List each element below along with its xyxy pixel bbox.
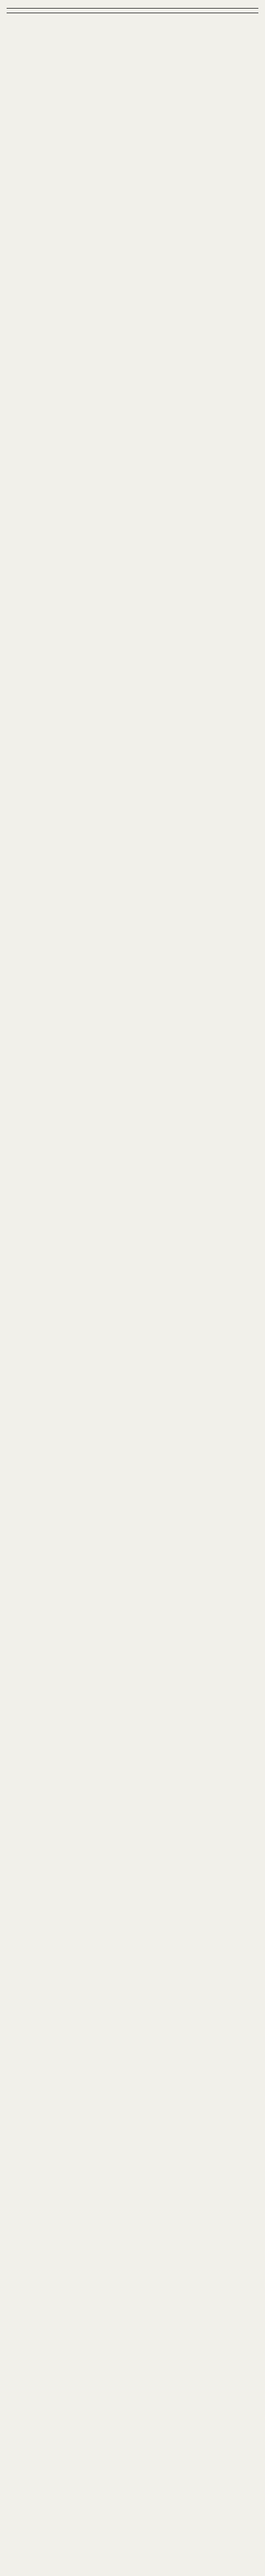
page-masthead — [7, 0, 258, 9]
